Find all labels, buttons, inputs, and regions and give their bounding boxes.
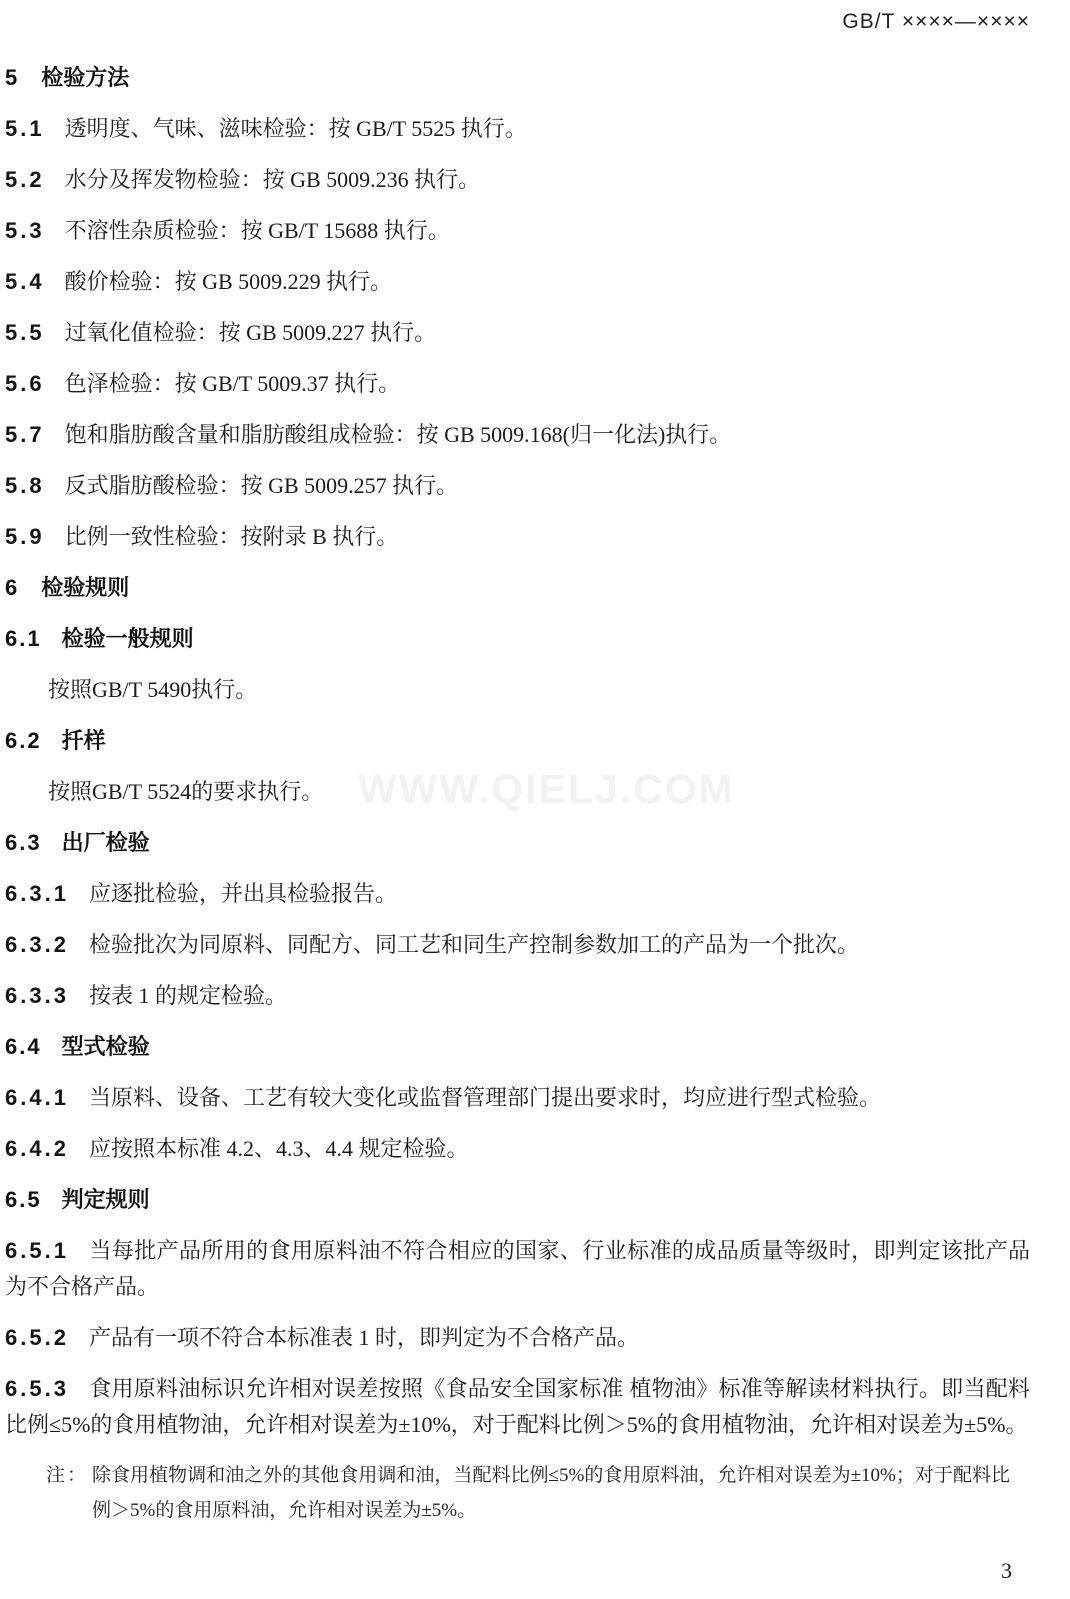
para-12 <box>5 672 1030 708</box>
para-14 <box>5 774 1030 810</box>
section-title: 检验方法 <box>41 65 130 90</box>
clause-number: 6.4.1 <box>5 1085 69 1110</box>
clause-number: 5.8 <box>5 473 45 498</box>
clause-6-3-1 <box>5 876 1030 912</box>
clause-number: 6.5.1 <box>5 1238 69 1263</box>
clause-text: 过氧化值检验：按 GB 5009.227 执行。 <box>64 320 437 345</box>
paragraph-text: 按照GB/T 5524的要求执行。 <box>48 779 324 804</box>
note-text: 除食用植物调和油之外的其他食用调和油，当配料比例≤5%的食用原料油，允许相对误差为±10%；对于配料比例＞5%的食用原料油，允许相对误差为±5%。 <box>92 1465 1010 1521</box>
clause-5-5 <box>5 315 1030 351</box>
clause-5-2 <box>5 162 1030 198</box>
clause-5-9 <box>5 519 1030 555</box>
clause-text: 应按照本标准 4.2、4.3、4.4 规定检验。 <box>88 1136 469 1161</box>
standard-number-header: GB/T ××××—×××× <box>842 10 1030 33</box>
clause-number: 5.1 <box>5 116 45 141</box>
section-title: 判定规则 <box>61 1187 150 1212</box>
heading-6-5 <box>5 1182 1030 1218</box>
heading-6-1 <box>5 621 1030 657</box>
clause-6-5-3 <box>5 1371 1030 1443</box>
clause-text: 当每批产品所用的食用原料油不符合相应的国家、行业标准的成品质量等级时，即判定该批产品为不合格产品。 <box>5 1238 1030 1299</box>
clause-text: 检验批次为同原料、同配方、同工艺和同生产控制参数加工的产品为一个批次。 <box>88 932 859 957</box>
clause-text: 水分及挥发物检验：按 GB 5009.236 执行。 <box>64 167 481 192</box>
heading-6-3 <box>5 825 1030 861</box>
clause-number: 5.6 <box>5 371 45 396</box>
section-title: 检验规则 <box>41 575 130 600</box>
section-number: 6.3 <box>5 830 42 855</box>
clause-5-7 <box>5 417 1030 453</box>
clause-text: 色泽检验：按 GB/T 5009.37 执行。 <box>64 371 401 396</box>
clause-5-6 <box>5 366 1030 402</box>
section-title: 出厂检验 <box>61 830 150 855</box>
clause-number: 5.2 <box>5 167 45 192</box>
section-number: 6.2 <box>5 728 42 753</box>
clause-number: 6.5.2 <box>5 1325 69 1350</box>
clause-number: 5.5 <box>5 320 45 345</box>
clause-number: 5.9 <box>5 524 45 549</box>
note-26 <box>46 1458 1030 1528</box>
page-number: 3 <box>1001 1558 1012 1583</box>
paragraph-text: 按照GB/T 5490执行。 <box>48 677 258 702</box>
section-number: 5 <box>5 65 20 90</box>
clause-5-1 <box>5 111 1030 147</box>
clause-number: 6.3.2 <box>5 932 69 957</box>
clause-text: 饱和脂肪酸含量和脂肪酸组成检验：按 GB 5009.168(归一化法)执行。 <box>64 422 732 447</box>
clause-6-5-2 <box>5 1320 1030 1356</box>
clause-5-4 <box>5 264 1030 300</box>
clause-5-8 <box>5 468 1030 504</box>
clause-6-5-1 <box>5 1233 1030 1305</box>
heading-6-2 <box>5 723 1030 759</box>
clause-text: 食用原料油标识允许相对误差按照《食品安全国家标准 植物油》标准等解读材料执行。即当配料比例≤5%的食用植物油，允许相对误差为±10%，对于配料比例＞5%的食用植物油，允许相对误差为±5%。 <box>5 1376 1030 1437</box>
clause-number: 5.3 <box>5 218 45 243</box>
clause-6-4-1 <box>5 1080 1030 1116</box>
clause-6-3-3 <box>5 978 1030 1014</box>
section-number: 6.5 <box>5 1187 42 1212</box>
section-number: 6.4 <box>5 1034 42 1059</box>
section-title: 检验一般规则 <box>61 626 194 651</box>
clause-6-3-2 <box>5 927 1030 963</box>
clause-text: 反式脂肪酸检验：按 GB 5009.257 执行。 <box>64 473 459 498</box>
clause-6-4-2 <box>5 1131 1030 1167</box>
clause-number: 5.7 <box>5 422 45 447</box>
chapter-5 <box>5 60 1030 96</box>
section-number: 6 <box>5 575 20 600</box>
watermark-text: WWW.QIELJ.COM <box>358 766 735 812</box>
clause-number: 6.5.3 <box>5 1376 69 1401</box>
section-number: 6.1 <box>5 626 42 651</box>
clause-text: 当原料、设备、工艺有较大变化或监督管理部门提出要求时，均应进行型式检验。 <box>88 1085 881 1110</box>
section-title: 扦样 <box>61 728 106 753</box>
section-title: 型式检验 <box>61 1034 150 1059</box>
clause-text: 酸价检验：按 GB 5009.229 执行。 <box>64 269 393 294</box>
note-label: 注： <box>46 1465 89 1486</box>
clause-number: 5.4 <box>5 269 45 294</box>
clause-text: 产品有一项不符合本标准表 1 时，即判定为不合格产品。 <box>88 1325 639 1350</box>
clause-text: 应逐批检验，并出具检验报告。 <box>88 881 397 906</box>
clause-text: 透明度、气味、滋味检验：按 GB/T 5525 执行。 <box>64 116 527 141</box>
clause-number: 6.3.3 <box>5 983 69 1008</box>
heading-6-4 <box>5 1029 1030 1065</box>
clause-number: 6.3.1 <box>5 881 69 906</box>
clause-5-3 <box>5 213 1030 249</box>
clause-number: 6.4.2 <box>5 1136 69 1161</box>
clause-text: 比例一致性检验：按附录 B 执行。 <box>64 524 399 549</box>
clause-text: 不溶性杂质检验：按 GB/T 15688 执行。 <box>64 218 450 243</box>
clause-text: 按表 1 的规定检验。 <box>88 983 287 1008</box>
chapter-6 <box>5 570 1030 606</box>
